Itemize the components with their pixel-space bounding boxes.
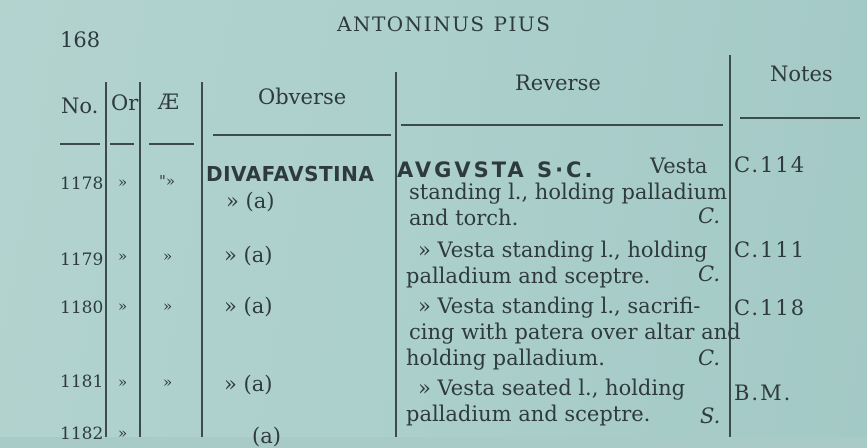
header-rule-no	[60, 143, 100, 145]
col-rule-no-or	[105, 82, 107, 437]
header-notes: Notes	[770, 62, 833, 86]
row-ae: "»	[159, 172, 176, 190]
reverse-line: palladium and sceptre.	[406, 264, 651, 288]
header-reverse: Reverse	[515, 71, 601, 95]
header-or: Or	[111, 91, 139, 115]
reverse-line: holding palladium.	[406, 346, 605, 370]
notes-ref: B.M.	[734, 381, 793, 405]
row-ae: »	[163, 297, 173, 315]
header-rule-ae	[149, 143, 194, 145]
obverse-sub: » (a)	[224, 294, 273, 318]
reverse-legend: AVGVSTA S·C.	[397, 158, 596, 182]
header-rule-or	[110, 143, 134, 145]
reverse-line: cing with patera over altar and	[409, 320, 741, 344]
obverse-sub: » (a)	[224, 243, 273, 267]
ref-letter: S.	[700, 404, 721, 428]
row-no: 1178	[60, 174, 104, 194]
obverse-sub: (a)	[252, 424, 281, 448]
row-no: 1182	[60, 424, 104, 444]
col-rule-ae-obverse	[201, 82, 203, 437]
reverse-line: standing l., holding palladium	[409, 180, 728, 204]
reverse-line: » Vesta standing l., sacrifi-	[418, 294, 701, 318]
ref-letter: C.	[698, 204, 720, 228]
row-no: 1181	[60, 372, 104, 392]
header-rule-reverse	[401, 124, 723, 126]
row-ae: »	[163, 373, 173, 391]
row-or: »	[118, 424, 128, 442]
row-no: 1180	[60, 298, 104, 318]
running-head: ANTONINUS PIUS	[337, 12, 552, 36]
row-or: »	[118, 297, 128, 315]
col-rule-reverse-notes	[729, 55, 731, 437]
page-number: 168	[60, 28, 101, 52]
obverse-legend: DIVAFAVSTINA	[206, 162, 375, 186]
header-ae: Æ	[158, 90, 180, 114]
header-rule-obverse	[213, 134, 391, 136]
notes-ref: C.118	[734, 296, 807, 320]
header-rule-notes	[740, 117, 860, 119]
ref-letter: C.	[698, 262, 720, 286]
obverse-sub: » (a)	[226, 189, 275, 213]
reverse-line: Vesta	[650, 154, 708, 178]
header-no: No.	[61, 94, 99, 118]
row-or: »	[118, 173, 128, 191]
ref-letter: C.	[698, 346, 720, 370]
row-or: »	[118, 373, 128, 391]
row-no: 1179	[60, 250, 104, 270]
reverse-line: » Vesta seated l., holding	[418, 376, 686, 400]
col-rule-or-ae	[139, 82, 141, 437]
reverse-line: and torch.	[409, 206, 519, 230]
notes-ref: C.111	[734, 238, 807, 262]
row-ae: »	[163, 247, 173, 265]
row-or: »	[118, 247, 128, 265]
reverse-line: palladium and sceptre.	[406, 402, 651, 426]
notes-ref: C.114	[734, 153, 807, 177]
obverse-sub: » (a)	[224, 372, 273, 396]
col-rule-obverse-reverse	[395, 72, 397, 437]
reverse-line: » Vesta standing l., holding	[418, 238, 708, 262]
header-obverse: Obverse	[258, 85, 347, 109]
